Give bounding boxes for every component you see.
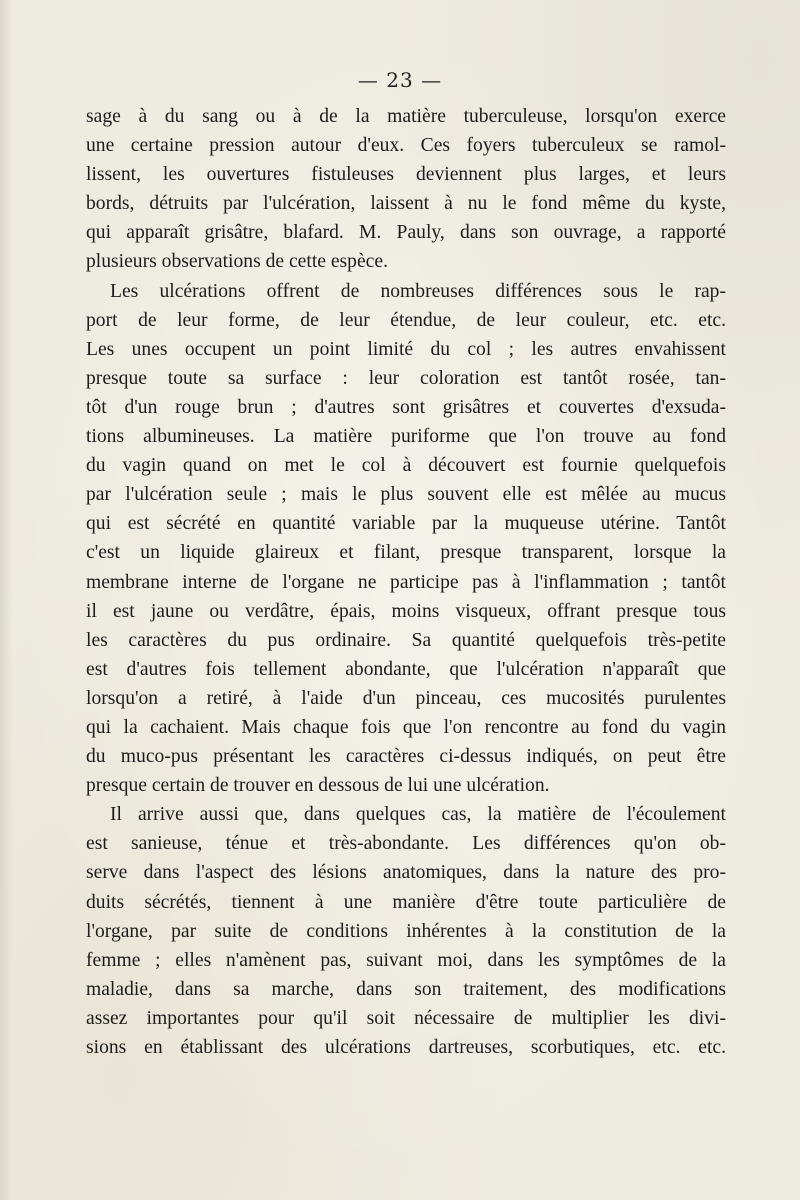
text-line: Il arrive aussi que, dans quelques cas, la matière de l'écoulement bbox=[110, 804, 726, 826]
text-line: Les ulcérations offrent de nombreuses différences sous le rap- bbox=[110, 280, 726, 302]
text-line: duits sécrétés, tiennent à une manière d'être toute particulière de bbox=[86, 891, 726, 913]
text-line: est sanieuse, ténue et très-abondante. Les différences qu'on ob- bbox=[86, 833, 726, 855]
text-line: les caractères du pus ordinaire. Sa quantité quelquefois très-petite bbox=[86, 629, 726, 651]
text-line: qui apparaît grisâtre, blafard. M. Pauly, dans son ouvrage, a rapporté bbox=[86, 222, 726, 244]
text-line: assez importantes pour qu'il soit nécessaire de multiplier les divi- bbox=[86, 1007, 726, 1029]
text-line: serve dans l'aspect des lésions anatomiques, dans la nature des pro- bbox=[86, 862, 726, 884]
text-line: c'est un liquide glaireux et filant, presque transparent, lorsque la bbox=[86, 542, 726, 564]
text-line: membrane interne de l'organe ne participe pas à l'inflammation ; tantôt bbox=[86, 571, 726, 593]
text-line: par l'ulcération seule ; mais le plus souvent elle est mêlée au mucus bbox=[86, 484, 726, 506]
text-line: femme ; elles n'amènent pas, suivant moi, dans les symptômes de la bbox=[86, 949, 726, 971]
page-binding-shadow bbox=[0, 0, 12, 1200]
paragraph-2 bbox=[86, 277, 726, 801]
text-line: du vagin quand on met le col à découvert est fournie quelquefois bbox=[86, 455, 726, 477]
paragraph-3 bbox=[86, 800, 726, 1062]
text-line: presque certain de trouver en dessous de lui une ulcération. bbox=[86, 775, 550, 797]
text-line: est d'autres fois tellement abondante, que l'ulcération n'apparaît que bbox=[86, 658, 726, 680]
text-line: tions albumineuses. La matière puriforme que l'on trouve au fond bbox=[86, 426, 726, 448]
page-number: — 23 — bbox=[357, 68, 443, 92]
text-line: il est jaune ou verdâtre, épais, moins visqueux, offrant presque tous bbox=[86, 600, 726, 622]
text-line: port de leur forme, de leur étendue, de leur couleur, etc. etc. bbox=[86, 309, 726, 331]
text-line: qui la cachaient. Mais chaque fois que l'on rencontre au fond du vagin bbox=[86, 716, 726, 738]
text-line: du muco-pus présentant les caractères ci-dessus indiqués, on peut être bbox=[86, 746, 726, 768]
text-line: lissent, les ouvertures fistuleuses deviennent plus larges, et leurs bbox=[86, 164, 726, 186]
paragraph-1 bbox=[86, 102, 726, 277]
text-line: tôt d'un rouge brun ; d'autres sont grisâtres et couvertes d'exsuda- bbox=[86, 396, 726, 418]
text-line: presque toute sa surface : leur coloration est tantôt rosée, tan- bbox=[86, 367, 726, 389]
text-line: Les unes occupent un point limité du col ; les autres envahissent bbox=[86, 338, 726, 360]
body-text bbox=[86, 102, 726, 1062]
text-line: plusieurs observations de cette espèce. bbox=[86, 251, 388, 273]
text-line: lorsqu'on a retiré, à l'aide d'un pinceau, ces mucosités purulentes bbox=[86, 687, 726, 709]
text-line: sage à du sang ou à de la matière tuberculeuse, lorsqu'on exerce bbox=[86, 106, 726, 127]
text-line: une certaine pression autour d'eux. Ces foyers tuberculeux se ramol- bbox=[86, 135, 726, 157]
text-line: maladie, dans sa marche, dans son traitement, des modifications bbox=[86, 978, 726, 1000]
text-line: l'organe, par suite de conditions inhérentes à la constitution de la bbox=[86, 920, 726, 942]
text-line: qui est sécrété en quantité variable par la muqueuse utérine. Tantôt bbox=[86, 513, 726, 535]
text-line: bords, détruits par l'ulcération, laissent à nu le fond même du kyste, bbox=[86, 193, 726, 215]
text-line: sions en établissant des ulcérations dartreuses, scorbutiques, etc. etc. bbox=[86, 1037, 726, 1058]
